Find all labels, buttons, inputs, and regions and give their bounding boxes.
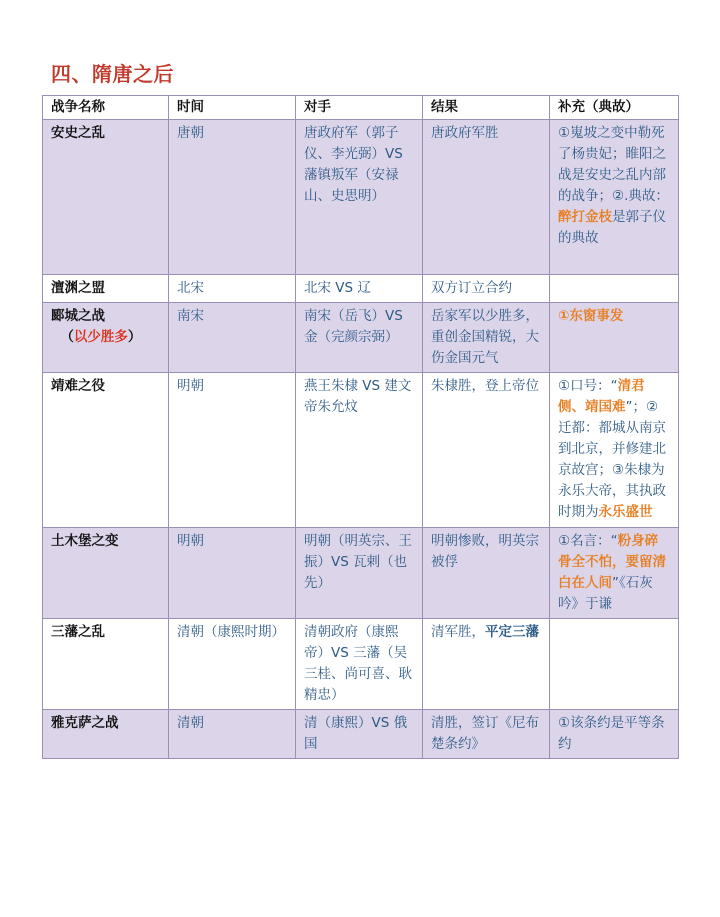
war-note bbox=[550, 373, 679, 528]
war-note bbox=[550, 275, 679, 303]
table-row bbox=[43, 303, 679, 373]
table-row bbox=[43, 528, 679, 619]
table-row bbox=[43, 275, 679, 303]
war-note bbox=[550, 120, 679, 275]
note-highlight: 永乐盛世 bbox=[598, 504, 653, 520]
war-time: 清朝 bbox=[169, 710, 296, 759]
war-name: 安史之乱 bbox=[43, 120, 169, 275]
table-row bbox=[43, 373, 679, 528]
war-result: 双方订立合约 bbox=[423, 275, 550, 303]
note-text: ①名言：“ bbox=[558, 533, 618, 549]
war-note bbox=[550, 528, 679, 619]
war-name: 雅克萨之战 bbox=[43, 710, 169, 759]
war-time: 北宋 bbox=[169, 275, 296, 303]
note-text: ①口号：“ bbox=[558, 378, 618, 394]
war-time: 明朝 bbox=[169, 528, 296, 619]
table-row bbox=[43, 710, 679, 759]
war-note bbox=[550, 303, 679, 373]
war-opponent: 明朝（明英宗、王振）VS 瓦剌（也先） bbox=[296, 528, 423, 619]
war-opponent: 南宋（岳飞）VS金（完颜宗弼） bbox=[296, 303, 423, 373]
war-name-paren: （ bbox=[60, 329, 74, 345]
war-name: 靖难之役 bbox=[43, 373, 169, 528]
table-row bbox=[43, 619, 679, 710]
note-highlight: ①东窗事发 bbox=[558, 308, 624, 324]
war-time: 清朝（康熙时期） bbox=[169, 619, 296, 710]
war-result: 岳家军以少胜多，重创金国精锐，大伤金国元气 bbox=[423, 303, 550, 373]
header-time: 时间 bbox=[169, 96, 296, 120]
war-name bbox=[43, 303, 169, 373]
war-note: ①该条约是平等条约 bbox=[550, 710, 679, 759]
table-header-row bbox=[43, 96, 679, 120]
war-name-paren: ） bbox=[127, 329, 142, 345]
result-text: 清军胜， bbox=[431, 624, 485, 640]
war-time: 明朝 bbox=[169, 373, 296, 528]
war-opponent: 清朝政府（康熙帝）VS 三藩（吴三桂、尚可喜、耿精忠） bbox=[296, 619, 423, 710]
war-opponent: 北宋 VS 辽 bbox=[296, 275, 423, 303]
note-highlight: 醉打金枝 bbox=[558, 209, 612, 225]
war-table bbox=[42, 95, 679, 759]
war-result: 唐政府军胜 bbox=[423, 120, 550, 275]
war-name: 三藩之乱 bbox=[43, 619, 169, 710]
note-text: ①嵬坡之变中勒死了杨贵妃；睢阳之战是安史之乱内部的战争；②.典故： bbox=[558, 125, 669, 204]
war-opponent: 燕王朱棣 VS 建文帝朱允炆 bbox=[296, 373, 423, 528]
war-result bbox=[423, 619, 550, 710]
table-row bbox=[43, 120, 679, 275]
war-name: 澶渊之盟 bbox=[43, 275, 169, 303]
war-opponent: 清（康熙）VS 俄国 bbox=[296, 710, 423, 759]
war-time: 南宋 bbox=[169, 303, 296, 373]
war-result: 清胜，签订《尼布楚条约》 bbox=[423, 710, 550, 759]
header-name: 战争名称 bbox=[43, 96, 169, 120]
note-highlight: 清君侧、靖国难 bbox=[558, 378, 645, 415]
header-note: 补充（典故） bbox=[550, 96, 679, 120]
note-text: ”；②迁都：都城从南京到北京，并修建北京故宫；③朱棣为永乐大帝，其执政时期为 bbox=[558, 399, 666, 520]
header-result: 结果 bbox=[423, 96, 550, 120]
war-result: 朱棣胜，登上帝位 bbox=[423, 373, 550, 528]
note-text: ”《石灰吟》于谦 bbox=[558, 575, 653, 612]
war-note bbox=[550, 619, 679, 710]
war-time: 唐朝 bbox=[169, 120, 296, 275]
war-name-text: 郾城之战 bbox=[51, 308, 105, 324]
result-bold: 平定三藩 bbox=[485, 624, 539, 640]
section-title: 四、隋唐之后 bbox=[51, 62, 174, 86]
war-result: 明朝惨败，明英宗被俘 bbox=[423, 528, 550, 619]
war-name: 土木堡之变 bbox=[43, 528, 169, 619]
war-name-sub: 以少胜多 bbox=[73, 329, 128, 345]
note-text: 是郭子仪的典故 bbox=[558, 209, 666, 246]
note-highlight: 粉身碎骨全不怕，要留清白在人间 bbox=[558, 533, 666, 591]
war-opponent: 唐政府军（郭子仪、李光弼）VS藩镇叛军（安禄山、史思明） bbox=[296, 120, 423, 275]
header-opponent: 对手 bbox=[296, 96, 423, 120]
